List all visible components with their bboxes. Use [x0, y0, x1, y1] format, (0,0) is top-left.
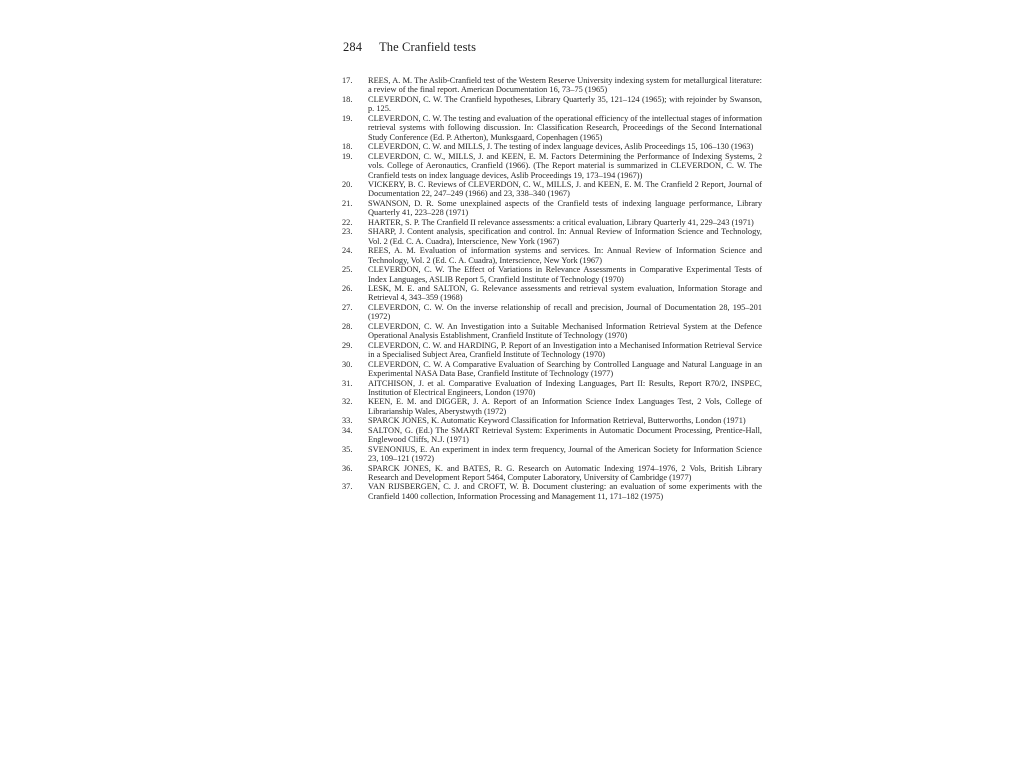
reference-item: [342, 426, 762, 445]
reference-text: HARTER, S. P. The Cranfield II relevance assessments: a critical evaluation, Library Quarterly 41, 229–243 (1971): [368, 217, 754, 227]
reference-item: [342, 360, 762, 379]
reference-item: [342, 180, 762, 199]
reference-number: 30.: [342, 359, 353, 369]
reference-text: CLEVERDON, C. W. The testing and evaluation of the operational efficiency of the intellectual stages of information retrieval systems with following discussion. In: Classification Research, Proceedings of the Second International Study Conference (Ed. P. Atherton), Munksgaard, Copenhagen (1965): [368, 113, 762, 142]
reference-item: [342, 303, 762, 322]
reference-text: SALTON, G. (Ed.) The SMART Retrieval System: Experiments in Automatic Document Processing, Prentice-Hall, Englewood Cliffs, N.J. (1971): [368, 425, 762, 445]
reference-number: 24.: [342, 246, 353, 256]
reference-number: 31.: [342, 378, 353, 388]
reference-item: [342, 397, 762, 416]
running-title: The Cranfield tests: [379, 40, 477, 54]
reference-number: 25.: [342, 265, 353, 275]
reference-item: [342, 265, 762, 284]
reference-item: [342, 482, 762, 501]
reference-text: REES, A. M. The Aslib-Cranfield test of the Western Reserve University indexing system for metallurgical literature: a review of the final report. American Documentation 16, 73–75 (1965): [368, 76, 762, 95]
reference-number: 36.: [342, 463, 353, 473]
reference-text: KEEN, E. M. and DIGGER, J. A. Report of an Information Science Index Languages Test, 2 Vols, College of Librarianship Wales, Aberystwyth (1972): [368, 397, 762, 416]
reference-number: 28.: [342, 321, 353, 331]
reference-item: [342, 227, 762, 246]
reference-text: SVENONIUS, E. An experiment in index term frequency, Journal of the American Society for Information Science 23, 109–121 (1972): [368, 444, 762, 464]
reference-item: [342, 95, 762, 114]
reference-text: CLEVERDON, C. W. On the inverse relationship of recall and precision, Journal of Documentation 28, 195–201 (1972): [368, 302, 762, 322]
reference-number: 34.: [342, 425, 353, 435]
reference-item: [342, 445, 762, 464]
reference-text: VICKERY, B. C. Reviews of CLEVERDON, C. W., MILLS, J. and KEEN, E. M. The Cranfield 2 Report, Journal of Documentation 22, 247–249 (1966) and 23, 338–340 (1967): [368, 179, 762, 199]
reference-number: 18.: [342, 94, 353, 104]
reference-number: 32.: [342, 397, 353, 407]
reference-text: CLEVERDON, C. W. A Comparative Evaluation of Searching by Controlled Language and Natural Language in an Experimental NASA Data Base, Cranfield Institute of Technology (1977): [368, 359, 762, 379]
page-header: [343, 40, 476, 55]
reference-number: 37.: [342, 482, 353, 492]
reference-text: CLEVERDON, C. W., MILLS, J. and KEEN, E. M. Factors Determining the Performance of Indexing Systems, 2 vols. College of Aeronautics, Cranfield (1966). (The Report material is summarized in CLEVERDON, C. W. The Cranfield tests on index language devices, Aslib Proceedings 19, 173–194 (1967)): [368, 151, 762, 180]
reference-list: [342, 76, 762, 501]
reference-text: CLEVERDON, C. W. The Effect of Variations in Relevance Assessments in Comparative Experimental Tests of Index Languages, ASLIB Report 5, Cranfield Institute of Technology (1970): [368, 265, 762, 284]
reference-text: SWANSON, D. R. Some unexplained aspects of the Cranfield tests of indexing language performance, Library Quarterly 41, 223–228 (1971): [368, 198, 762, 218]
reference-number: 17.: [342, 76, 353, 85]
reference-number: 21.: [342, 198, 353, 208]
reference-number: 26.: [342, 283, 353, 293]
reference-number: 29.: [342, 340, 353, 350]
reference-item: [342, 152, 762, 180]
reference-text: SPARCK JONES, K. and BATES, R. G. Research on Automatic Indexing 1974–1976, 2 Vols, British Library Research and Development Report 5464, Computer Laboratory, University of Cambridge (1977): [368, 463, 762, 483]
reference-text: REES, A. M. Evaluation of information systems and services. In: Annual Review of Information Science and Technology, Vol. 2 (Ed. C. A. Cuadra), Interscience, New York (1967): [368, 246, 762, 265]
reference-text: AITCHISON, J. et al. Comparative Evaluation of Indexing Languages, Part II: Results, Report R70/2, INSPEC, Institution of Electrical Engineers, London (1970): [368, 378, 762, 397]
reference-text: CLEVERDON, C. W. The Cranfield hypotheses, Library Quarterly 35, 121–124 (1965); with rejoinder by Swanson, p. 125.: [368, 94, 762, 114]
reference-number: 18.: [342, 142, 353, 152]
reference-item: [342, 341, 762, 360]
reference-text: SPARCK JONES, K. Automatic Keyword Classification for Information Retrieval, Butterworths, London (1971): [368, 416, 746, 426]
reference-item: [342, 114, 762, 142]
reference-number: 19.: [342, 113, 353, 123]
reference-text: SHARP, J. Content analysis, specification and control. In: Annual Review of Information Science and Technology, Vol. 2 (Ed. C. A. Cuadra), Interscience, New York (1967): [368, 227, 762, 246]
reference-item: [342, 379, 762, 398]
reference-item: [342, 218, 762, 227]
reference-number: 35.: [342, 444, 353, 454]
reference-number: 19.: [342, 151, 353, 161]
reference-text: CLEVERDON, C. W. and HARDING, P. Report of an Investigation into a Mechanised Information Retrieval Service in a Specialised Subject Area, Cranfield Institute of Technology (1970): [368, 340, 762, 360]
reference-item: [342, 322, 762, 341]
reference-number: 22.: [342, 217, 353, 227]
reference-item: [342, 76, 762, 95]
reference-number: 20.: [342, 179, 353, 189]
reference-number: 23.: [342, 227, 353, 237]
reference-text: CLEVERDON, C. W. An Investigation into a Suitable Mechanised Information Retrieval System at the Defence Operational Analysis Establishment, Cranfield Institute of Technology (1970): [368, 321, 762, 341]
reference-item: [342, 246, 762, 265]
reference-text: LESK, M. E. and SALTON, G. Relevance assessments and retrieval system evaluation, Information Storage and Retrieval 4, 343–359 (1968): [368, 283, 762, 303]
reference-item: [342, 142, 762, 151]
reference-text: VAN RIJSBERGEN, C. J. and CROFT, W. B. Document clustering: an evaluation of some experiments with the Cranfield 1400 collection, Information Processing and Management 11, 171–182 (1975): [368, 482, 762, 501]
reference-text: CLEVERDON, C. W. and MILLS, J. The testing of index language devices, Aslib Proceedings 15, 106–130 (1963): [368, 142, 754, 152]
reference-item: [342, 416, 762, 425]
reference-item: [342, 464, 762, 483]
page-number: 284: [343, 40, 363, 54]
reference-number: 27.: [342, 302, 353, 312]
reference-item: [342, 284, 762, 303]
reference-item: [342, 199, 762, 218]
reference-number: 33.: [342, 416, 353, 426]
